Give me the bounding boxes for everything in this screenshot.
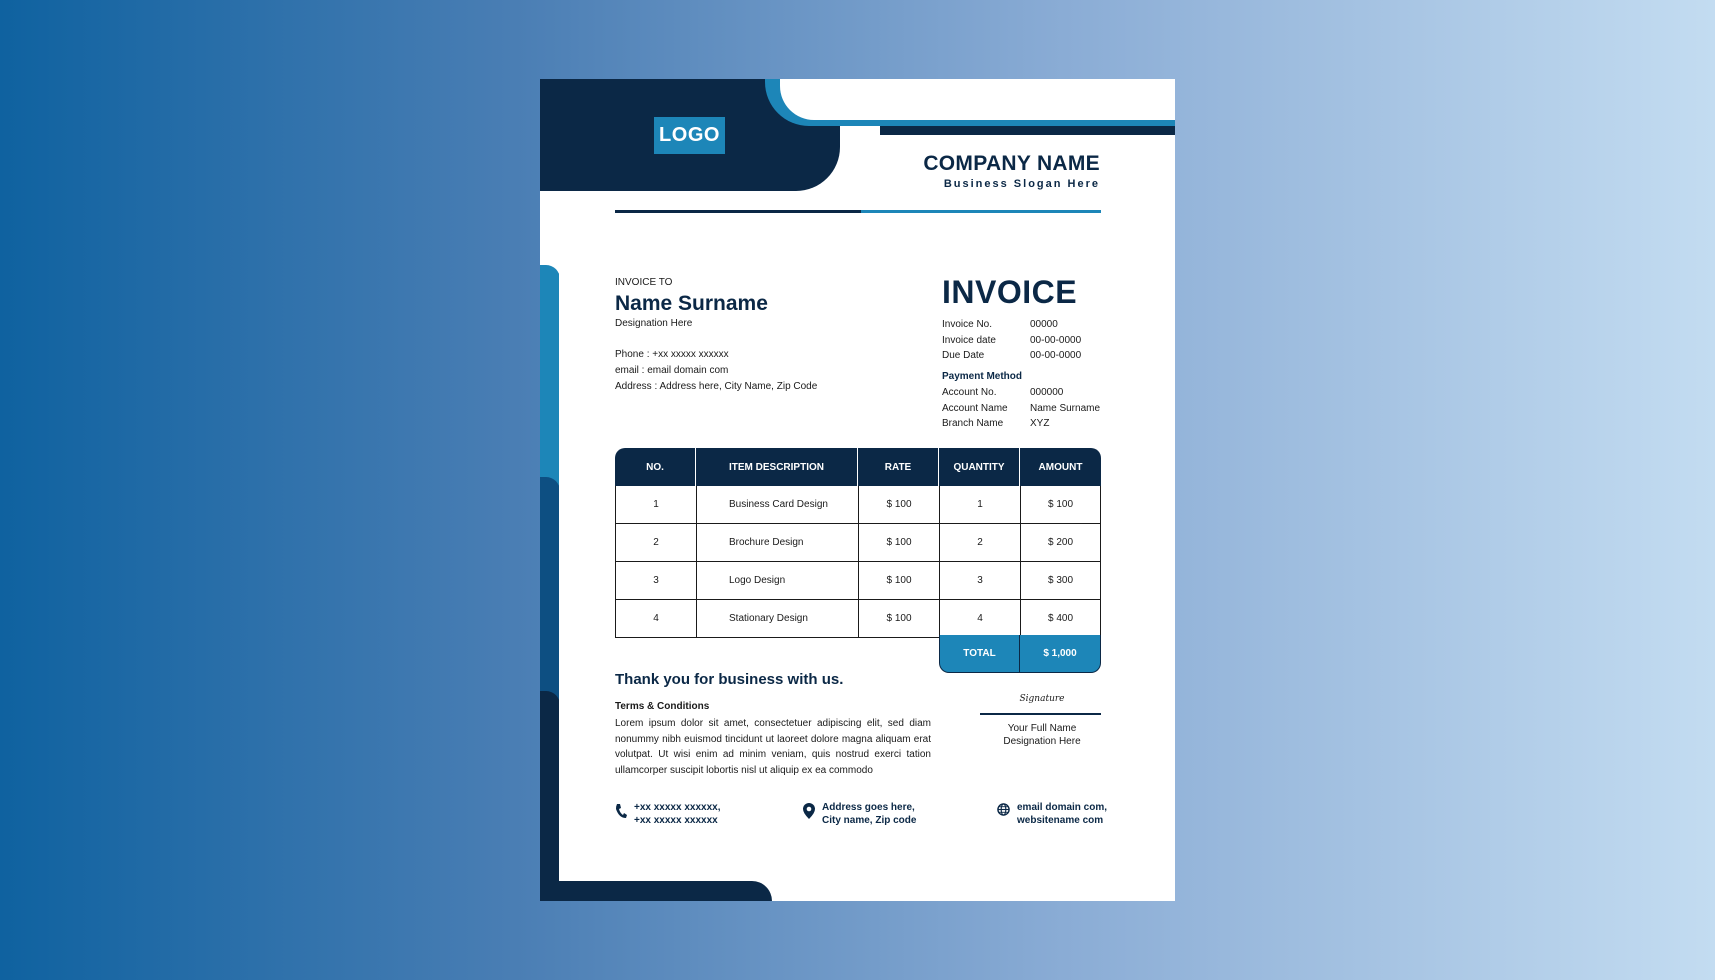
footer-phone	[615, 801, 720, 827]
signer-designation: Designation Here	[1003, 736, 1081, 747]
side-bar-navy	[540, 691, 560, 901]
company-slogan: Business Slogan Here	[943, 178, 1100, 190]
footer-address-1: Address goes here,	[822, 802, 915, 813]
cell-no: 4	[615, 600, 696, 637]
terms-body: Lorem ipsum dolor sit amet, consectetuer adipiscing elit, sed diam nonummy nibh euismod tincidunt ut laoreet dolore magna aliquam erat volutpat. Ut wisi enim ad minim veniam, quis nostrud exerci tation ullamcorper suscipit lobortis nisl ut aliquip ex ea commodo	[615, 718, 931, 776]
thank-you-note: Thank you for business with us.	[615, 671, 844, 688]
cell-description: Business Card Design	[696, 486, 858, 523]
signature-block	[980, 722, 1104, 748]
payment-row	[942, 416, 1100, 432]
signature-script: Signature	[1019, 694, 1065, 704]
payment-value: XYZ	[1030, 418, 1050, 429]
cell-no: 3	[615, 562, 696, 599]
invoice-sheet	[540, 79, 1175, 901]
meta-row	[942, 333, 1081, 349]
footer-web	[997, 801, 1107, 827]
table-row	[615, 600, 1101, 638]
header-white-pill	[780, 79, 1175, 120]
client-email: email : email domain com	[615, 365, 729, 376]
meta-key: Invoice No.	[942, 319, 993, 330]
client-contact	[615, 347, 817, 395]
total-box	[939, 635, 1101, 673]
globe-icon	[997, 803, 1010, 816]
payment-value: 000000	[1030, 387, 1064, 398]
meta-value: 00-00-0000	[1030, 350, 1082, 361]
cell-no: 2	[615, 524, 696, 561]
meta-value: 00-00-0000	[1030, 334, 1082, 346]
footer-email: email domain com,	[1017, 802, 1108, 813]
cell-no: 1	[615, 486, 696, 523]
cell-rate: $ 100	[858, 524, 939, 561]
invoice-meta	[942, 317, 1081, 364]
meta-key: Invoice date	[942, 334, 996, 346]
cell-quantity: 1	[939, 486, 1020, 523]
table-row	[615, 524, 1101, 562]
table-row	[615, 562, 1101, 600]
cell-rate: $ 100	[858, 486, 939, 523]
payment-method-title: Payment Method	[942, 371, 1023, 382]
terms-title: Terms & Conditions	[615, 701, 710, 712]
items-table	[615, 448, 1101, 638]
invoice-to-label: INVOICE TO	[615, 277, 673, 288]
total-value: $ 1,000	[1043, 648, 1077, 659]
company-block	[923, 152, 1100, 190]
payment-row	[942, 401, 1100, 417]
client-designation: Designation Here	[615, 318, 693, 329]
cell-amount: $ 200	[1020, 524, 1101, 561]
header-no: NO.	[615, 448, 696, 486]
cell-amount: $ 100	[1020, 486, 1101, 523]
invoice-title: INVOICE	[942, 274, 1078, 310]
table-header	[615, 448, 1101, 486]
client-address: Address : Address here, City Name, Zip Code	[615, 381, 818, 392]
payment-value: Name Surname	[1030, 402, 1101, 414]
cell-quantity: 4	[939, 600, 1020, 637]
footer-phone-2: +xx xxxxx xxxxxx	[634, 815, 718, 826]
payment-details	[942, 385, 1100, 432]
payment-row	[942, 385, 1100, 401]
signer-name: Your Full Name	[1007, 723, 1077, 734]
cell-quantity: 2	[939, 524, 1020, 561]
footer-website: websitename com	[1017, 815, 1104, 826]
cell-rate: $ 100	[858, 562, 939, 599]
meta-row	[942, 317, 1081, 333]
cell-amount: $ 300	[1020, 562, 1101, 599]
payment-key: Account Name	[942, 402, 1008, 414]
footer-phone-1: +xx xxxxx xxxxxx,	[634, 802, 721, 813]
cell-amount: $ 400	[1020, 600, 1101, 637]
cell-description: Brochure Design	[696, 524, 858, 561]
company-name: COMPANY NAME	[923, 152, 1100, 175]
cell-quantity: 3	[939, 562, 1020, 599]
meta-key: Due Date	[942, 350, 985, 361]
payment-key: Branch Name	[942, 418, 1004, 429]
footer-address-2: City name, Zip code	[822, 815, 917, 826]
signature-line	[980, 713, 1101, 715]
phone-icon	[615, 803, 627, 819]
bottom-navy-bar	[540, 881, 772, 901]
header-rule-navy	[615, 210, 861, 213]
header-quantity: QUANTITY	[939, 448, 1020, 486]
header-item-description: ITEM DESCRIPTION	[696, 448, 858, 486]
total-label: TOTAL	[940, 635, 1020, 672]
meta-value: 00000	[1030, 319, 1058, 330]
cell-description: Logo Design	[696, 562, 858, 599]
logo: LOGO	[654, 117, 725, 154]
payment-key: Account No.	[942, 387, 997, 398]
meta-row	[942, 348, 1081, 364]
header-rule-blue	[861, 210, 1101, 213]
client-name: Name Surname	[615, 292, 768, 315]
location-pin-icon	[803, 803, 815, 819]
header-amount: AMOUNT	[1038, 461, 1083, 473]
cell-description: Stationary Design	[696, 600, 858, 637]
table-row	[615, 486, 1101, 524]
client-phone: Phone : +xx xxxxx xxxxxx	[615, 349, 729, 360]
header-rate: RATE	[858, 448, 939, 486]
footer-address	[803, 801, 916, 827]
cell-rate: $ 100	[858, 600, 939, 637]
